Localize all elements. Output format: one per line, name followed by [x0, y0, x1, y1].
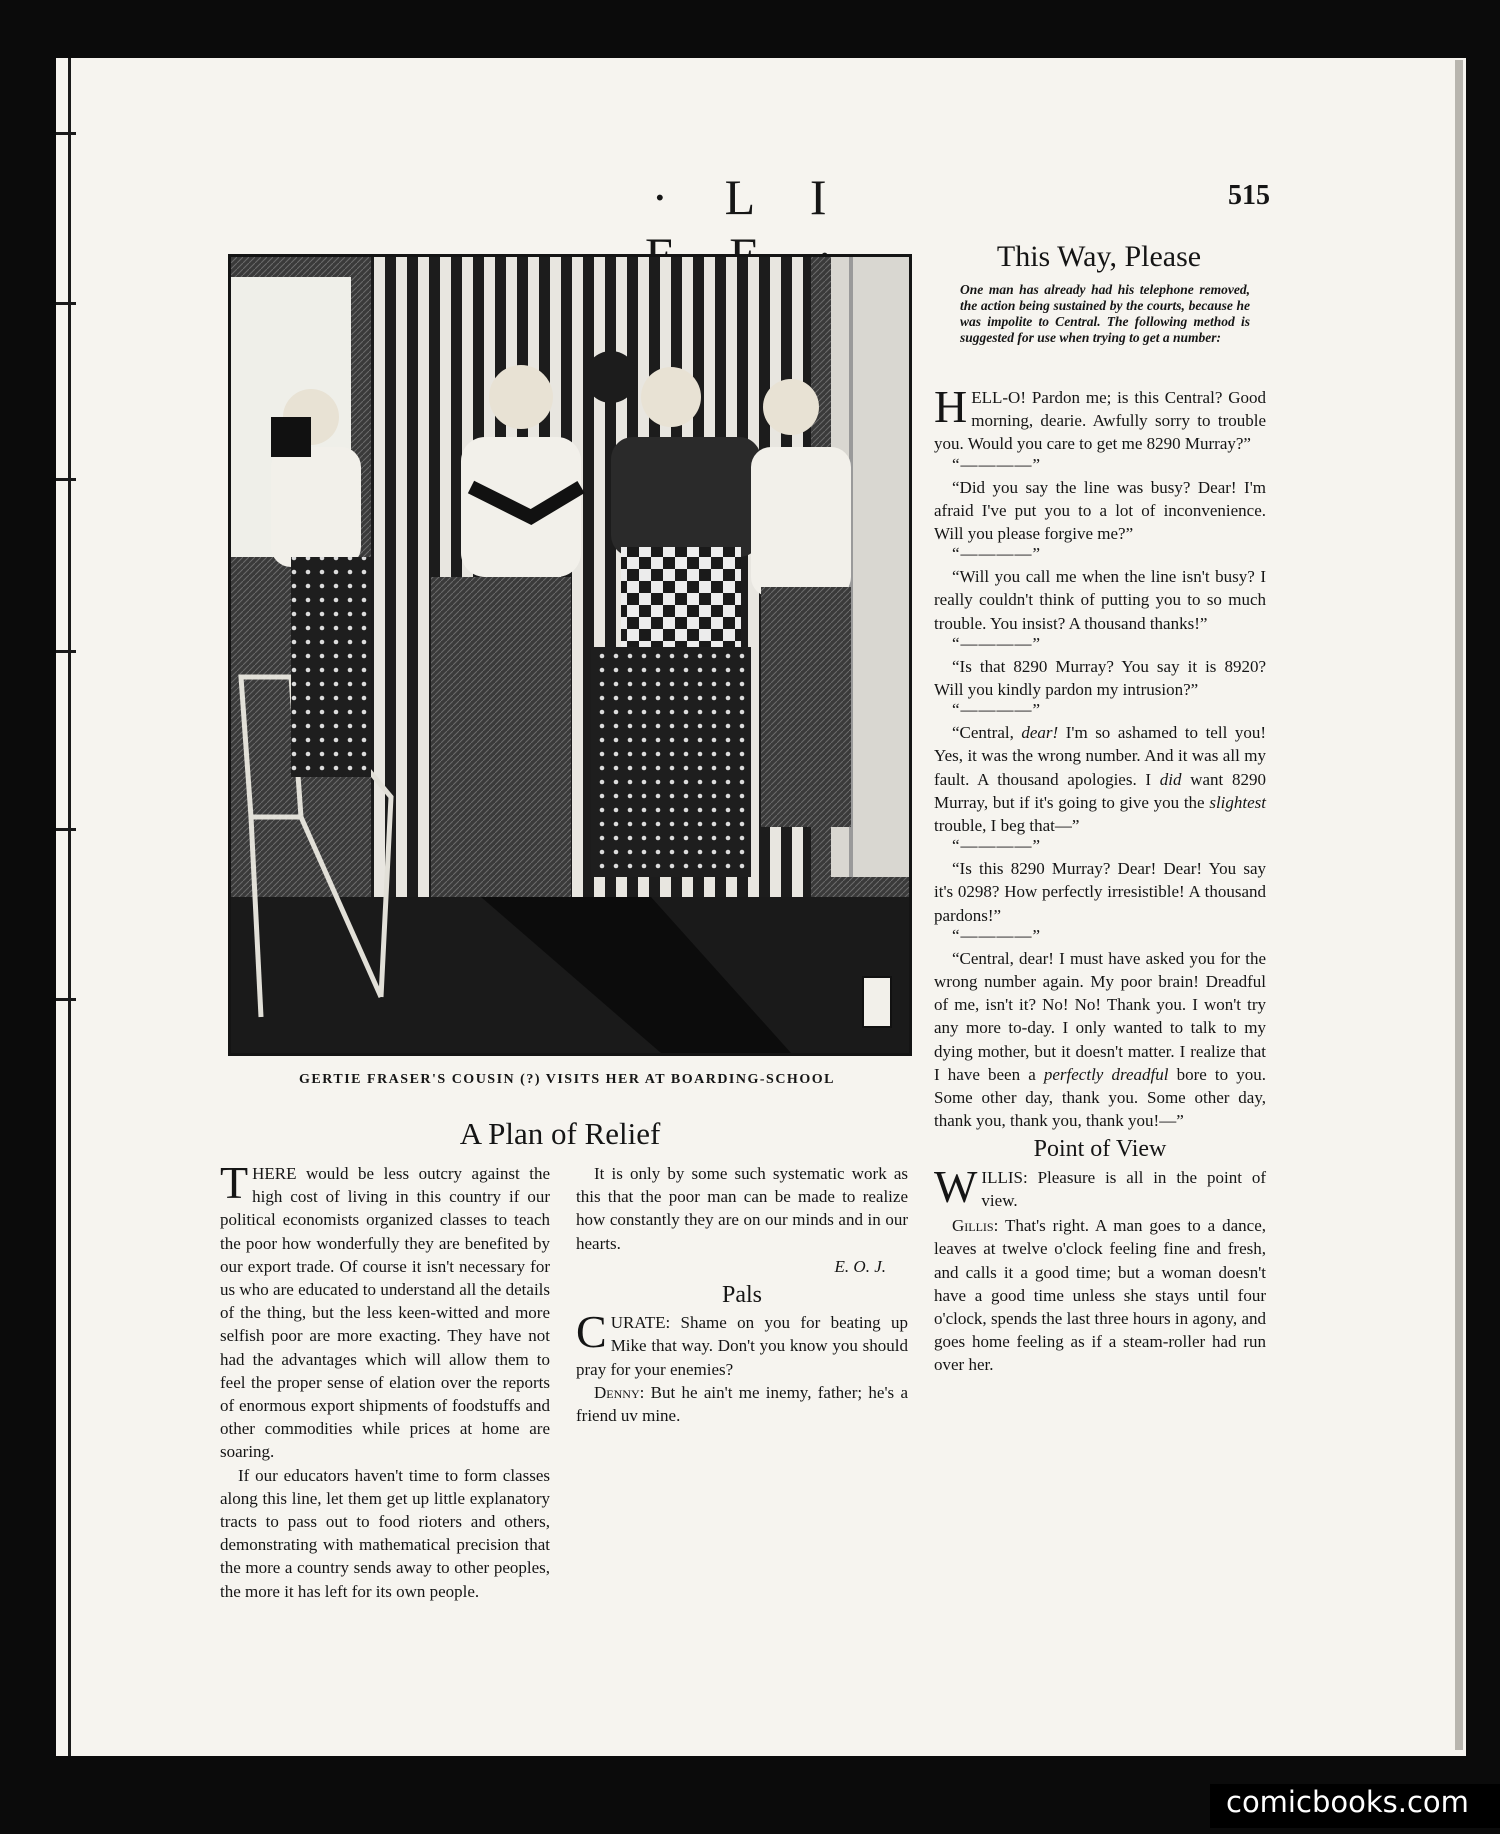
watermark: comicbooks.com [1226, 1785, 1469, 1819]
text-run-italic: perfectly dreadful [1043, 1064, 1169, 1084]
text-run: “Central, [952, 723, 1022, 743]
paragraph: “Is that 8290 Murray? You say it is 8920? Will you kindly pardon my intrusion?” [934, 656, 1266, 700]
paragraph [934, 1214, 1266, 1376]
drop-cap: C [576, 1306, 607, 1358]
paragraph [220, 1157, 550, 1464]
dash-line: “————” [952, 925, 1042, 945]
drop-cap: H [934, 381, 968, 432]
speaker: Gillis: [952, 1216, 999, 1236]
text-run-italic: did [1159, 769, 1182, 789]
gutter-tick [56, 828, 76, 831]
text-run-italic: dear! [1021, 723, 1059, 743]
text-run: “Central, dear! I must have asked you for the wrong number again. My poor brain! Dreadful of me, isn't it? No! No! Thank you. I won't try any more to-day. I only wanted to talk to my dying mother, but it doesn't matter. I realize that I have been a [934, 948, 1266, 1084]
page-edge [1455, 60, 1463, 1750]
top-hat [271, 417, 311, 457]
article-title-this-way-please: This Way, Please [996, 240, 1202, 273]
paragraph [934, 1160, 1266, 1212]
paragraph-text: That's right. A man goes to a dance, leaves at twelve o'clock feeling fine and fresh, and calls it a good time; but a woman doesn't have a good time unless she stays until four o'clock, spends the last three hours in agony, and goes home feeling as if a steam-roller had run over her. [934, 1216, 1266, 1375]
paragraph [934, 381, 1266, 456]
boarding-school-illustration [231, 257, 909, 1053]
paragraph: “Is this 8290 Murray? Dear! Dear! You say it's 0298? How perfectly irresistible! A thousand pardons!” [934, 859, 1266, 925]
paragraph [576, 1306, 908, 1381]
masthead: · L I [651, 169, 849, 225]
article-title-plan-of-relief: A Plan of Relief [459, 1116, 661, 1151]
gutter-tick [56, 650, 76, 653]
gutter-tick [56, 478, 76, 481]
binding-gutter [68, 58, 71, 1756]
page-number: 515 [1228, 180, 1270, 211]
speaker: Denny: [594, 1382, 645, 1402]
article-title-pals: Pals [721, 1282, 762, 1309]
paragraph [934, 721, 1266, 837]
illustration-caption: GERTIE FRASER'S COUSIN (?) VISITS HER AT BOARDING-SCHOOL [299, 1072, 835, 1087]
paragraph: It is only by some such systematic work as this that the poor man can be made to realize how constantly they are on our minds and in our hearts. [576, 1164, 908, 1253]
text-run: want 8290 Murray, but if it's going to give you the [934, 769, 1266, 812]
gutter-tick [56, 998, 76, 1001]
dash-line: “————” [952, 454, 1042, 474]
paragraph-text: HERE would be less outcry against the high cost of living in this country if our political economists organized classes to teach the poor how wonderfully they are benefited by our export trade. Of course it isn't necessary for us who are educated to understand all the details of the thing, but the less keen-witted and more selfish poor are more exacting. They have not had the advantages which will allow them to feel the proper sense of elation over the reports of enormous export shipments of foodstuffs and other commodities while prices at home are soaring. [220, 1164, 550, 1462]
article-title-point-of-view: Point of View [1033, 1136, 1167, 1163]
column-middle [576, 1162, 908, 1427]
paragraph [934, 947, 1266, 1133]
gutter-tick [56, 302, 76, 305]
dash-line: “————” [952, 700, 1042, 720]
paragraph-text: ELL-O! Pardon me; is this Central? Good morning, dearie. Awfully sorry to trouble you. Would you care to get me 8290 Murray?” [934, 388, 1266, 454]
column-plan-of-relief [220, 1157, 550, 1603]
paragraph: If our educators haven't time to form classes along this line, let them get up little explanatory tracts to pass out to food rioters and others, demonstrating with mathematical precision that the more a country sends away to other peoples, the more it has left for its own people. [220, 1465, 550, 1601]
text-run: trouble, I beg that—” [934, 816, 1080, 836]
paragraph-text: ILLIS: Pleasure is all in the point of view. [981, 1167, 1266, 1210]
paragraph-text: But he ain't me inemy, father; he's a friend uv mine. [576, 1382, 908, 1426]
text-run-italic: slightest [1209, 792, 1266, 812]
drop-cap: T [220, 1157, 249, 1208]
text-run: I'm so ashamed to tell you! Yes, it was the wrong number. And it was all my fault. A thousand apologies. I [934, 723, 1266, 789]
paragraph: “Will you call me when the line isn't busy? I really couldn't think of putting you to so much trouble. You insist? A thousand thanks!” [934, 567, 1266, 633]
paragraph [576, 1381, 908, 1427]
dash-line: “————” [952, 836, 1042, 856]
paragraph: “Did you say the line was busy? Dear! I'm afraid I've put you to a lot of inconvenience. Will you please forgive me?” [934, 477, 1266, 544]
paragraph-text: URATE: Shame on you for beating up Mike that way. Don't you know you should pray for your enemies? [576, 1313, 908, 1379]
article-intro: One man has already had his telephone removed, the action being sustained by the courts, because he was impolite to Central. The following method is suggested for use when trying to get a number: [960, 282, 1250, 345]
dash-line: “————” [952, 633, 1042, 653]
column-this-way-please [934, 381, 1266, 1377]
illustration [228, 254, 912, 1056]
signature: E. O. J. [834, 1256, 886, 1276]
text-run: bore to you. Some other day, thank you. Some other day, thank you, thank you, thank you!—” [934, 1064, 1266, 1131]
gutter-tick [56, 132, 76, 135]
drop-cap: W [934, 1160, 978, 1212]
dash-line: “————” [952, 544, 1042, 564]
